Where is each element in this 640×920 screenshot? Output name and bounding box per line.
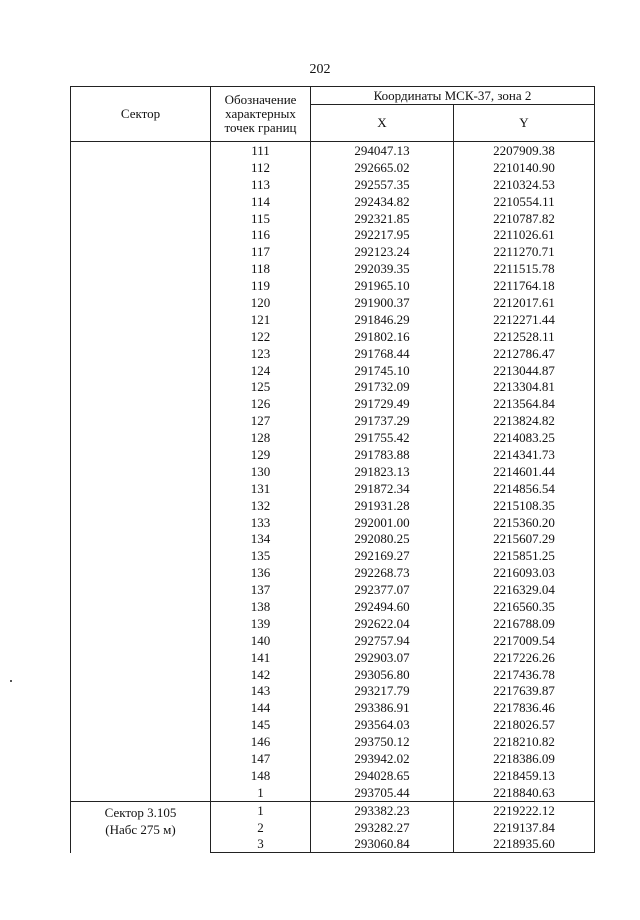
cell-point: 127 <box>211 412 311 429</box>
cell-point: 133 <box>211 514 311 531</box>
cell-point: 119 <box>211 277 311 294</box>
cell-y: 2212271.44 <box>454 311 595 328</box>
cell-x: 292039.35 <box>311 260 454 277</box>
cell-y: 2216560.35 <box>454 598 595 615</box>
cell-y: 2216788.09 <box>454 615 595 632</box>
cell-point: 143 <box>211 683 311 700</box>
cell-x: 293217.79 <box>311 683 454 700</box>
cell-y: 2212786.47 <box>454 345 595 362</box>
cell-y: 2213044.87 <box>454 362 595 379</box>
cell-y: 2210787.82 <box>454 210 595 227</box>
cell-x: 293056.80 <box>311 666 454 683</box>
sector-name: Сектор 3.105 <box>104 804 177 820</box>
cell-y: 2212528.11 <box>454 328 595 345</box>
cell-point: 1 <box>211 801 311 818</box>
cell-x: 292434.82 <box>311 193 454 210</box>
cell-y: 2211515.78 <box>454 260 595 277</box>
cell-x: 291745.10 <box>311 362 454 379</box>
cell-point: 120 <box>211 294 311 311</box>
table-row <box>71 801 595 818</box>
cell-point: 128 <box>211 429 311 446</box>
table-header <box>71 87 595 142</box>
cell-point: 124 <box>211 362 311 379</box>
header-sector: Сектор <box>71 87 211 142</box>
header-coordinates-title: Координаты МСК-37, зона 2 <box>311 87 595 105</box>
cell-point: 140 <box>211 632 311 649</box>
cell-point: 144 <box>211 699 311 716</box>
cell-point: 115 <box>211 210 311 227</box>
cell-x: 292557.35 <box>311 176 454 193</box>
cell-y: 2218459.13 <box>454 767 595 784</box>
cell-x: 292001.00 <box>311 514 454 531</box>
cell-x: 292123.24 <box>311 243 454 260</box>
cell-x: 292321.85 <box>311 210 454 227</box>
cell-y: 2212017.61 <box>454 294 595 311</box>
cell-y: 2210324.53 <box>454 176 595 193</box>
cell-y: 2215360.20 <box>454 514 595 531</box>
cell-point: 139 <box>211 615 311 632</box>
cell-x: 294047.13 <box>311 142 454 159</box>
cell-y: 2217639.87 <box>454 683 595 700</box>
cell-x: 291802.16 <box>311 328 454 345</box>
cell-y: 2218935.60 <box>454 836 595 853</box>
cell-y: 2218210.82 <box>454 733 595 750</box>
cell-point: 134 <box>211 530 311 547</box>
cell-x: 291965.10 <box>311 277 454 294</box>
cell-point: 123 <box>211 345 311 362</box>
cell-x: 293386.91 <box>311 699 454 716</box>
table-row <box>71 142 595 159</box>
cell-y: 2217436.78 <box>454 666 595 683</box>
cell-y: 2210554.11 <box>454 193 595 210</box>
cell-x: 292080.25 <box>311 530 454 547</box>
cell-point: 118 <box>211 260 311 277</box>
cell-x: 293382.23 <box>311 801 454 818</box>
cell-y: 2213564.84 <box>454 395 595 412</box>
cell-y: 2214601.44 <box>454 463 595 480</box>
cell-point: 1 <box>211 784 311 801</box>
cell-point: 138 <box>211 598 311 615</box>
cell-point: 135 <box>211 547 311 564</box>
cell-point: 3 <box>211 836 311 853</box>
cell-sector <box>71 142 211 802</box>
cell-x: 292217.95 <box>311 226 454 243</box>
scan-speck <box>10 680 12 682</box>
cell-point: 114 <box>211 193 311 210</box>
cell-point: 129 <box>211 446 311 463</box>
cell-y: 2211764.18 <box>454 277 595 294</box>
header-y: Y <box>454 105 595 142</box>
cell-point: 2 <box>211 819 311 836</box>
cell-y: 2207909.38 <box>454 142 595 159</box>
cell-point: 132 <box>211 497 311 514</box>
cell-x: 292377.07 <box>311 581 454 598</box>
cell-y: 2214856.54 <box>454 480 595 497</box>
cell-x: 291846.29 <box>311 311 454 328</box>
cell-x: 292169.27 <box>311 547 454 564</box>
cell-x: 291823.13 <box>311 463 454 480</box>
sector-height: (Набс 275 м) <box>105 821 176 837</box>
cell-point: 112 <box>211 159 311 176</box>
cell-y: 2218386.09 <box>454 750 595 767</box>
cell-y: 2214083.25 <box>454 429 595 446</box>
cell-x: 291783.88 <box>311 446 454 463</box>
cell-y: 2217836.46 <box>454 699 595 716</box>
header-x: X <box>311 105 454 142</box>
cell-y: 2213824.82 <box>454 412 595 429</box>
cell-point: 125 <box>211 378 311 395</box>
cell-x: 293750.12 <box>311 733 454 750</box>
cell-y: 2218026.57 <box>454 716 595 733</box>
cell-y: 2211270.71 <box>454 243 595 260</box>
cell-y: 2213304.81 <box>454 378 595 395</box>
page-number: 202 <box>309 62 331 77</box>
cell-x: 291872.34 <box>311 480 454 497</box>
cell-point: 148 <box>211 767 311 784</box>
cell-y: 2219222.12 <box>454 801 595 818</box>
cell-point: 130 <box>211 463 311 480</box>
cell-y: 2216093.03 <box>454 564 595 581</box>
cell-point: 142 <box>211 666 311 683</box>
cell-point: 121 <box>211 311 311 328</box>
cell-x: 292903.07 <box>311 649 454 666</box>
cell-x: 291768.44 <box>311 345 454 362</box>
cell-x: 291732.09 <box>311 378 454 395</box>
cell-x: 291900.37 <box>311 294 454 311</box>
cell-point: 111 <box>211 142 311 159</box>
cell-x: 294028.65 <box>311 767 454 784</box>
cell-y: 2216329.04 <box>454 581 595 598</box>
cell-y: 2218840.63 <box>454 784 595 801</box>
cell-sector <box>71 801 211 853</box>
cell-x: 292622.04 <box>311 615 454 632</box>
cell-x: 293705.44 <box>311 784 454 801</box>
cell-y: 2214341.73 <box>454 446 595 463</box>
coordinates-table <box>70 86 595 853</box>
cell-point: 141 <box>211 649 311 666</box>
cell-point: 136 <box>211 564 311 581</box>
cell-y: 2210140.90 <box>454 159 595 176</box>
cell-y: 2217009.54 <box>454 632 595 649</box>
cell-x: 291755.42 <box>311 429 454 446</box>
cell-y: 2215108.35 <box>454 497 595 514</box>
cell-x: 292665.02 <box>311 159 454 176</box>
cell-point: 113 <box>211 176 311 193</box>
cell-point: 131 <box>211 480 311 497</box>
cell-point: 147 <box>211 750 311 767</box>
cell-point: 116 <box>211 226 311 243</box>
cell-x: 293564.03 <box>311 716 454 733</box>
cell-point: 117 <box>211 243 311 260</box>
cell-x: 292268.73 <box>311 564 454 581</box>
cell-x: 292757.94 <box>311 632 454 649</box>
cell-x: 291737.29 <box>311 412 454 429</box>
cell-point: 137 <box>211 581 311 598</box>
cell-point: 126 <box>211 395 311 412</box>
cell-x: 293282.27 <box>311 819 454 836</box>
cell-y: 2211026.61 <box>454 226 595 243</box>
cell-x: 292494.60 <box>311 598 454 615</box>
cell-point: 122 <box>211 328 311 345</box>
cell-x: 291729.49 <box>311 395 454 412</box>
cell-y: 2215607.29 <box>454 530 595 547</box>
cell-y: 2219137.84 <box>454 819 595 836</box>
cell-point: 145 <box>211 716 311 733</box>
table-body <box>71 142 595 853</box>
cell-x: 291931.28 <box>311 497 454 514</box>
cell-y: 2217226.26 <box>454 649 595 666</box>
cell-x: 293942.02 <box>311 750 454 767</box>
cell-point: 146 <box>211 733 311 750</box>
cell-x: 293060.84 <box>311 836 454 853</box>
cell-y: 2215851.25 <box>454 547 595 564</box>
header-designation: Обозначение характерных точек границ <box>211 87 311 142</box>
